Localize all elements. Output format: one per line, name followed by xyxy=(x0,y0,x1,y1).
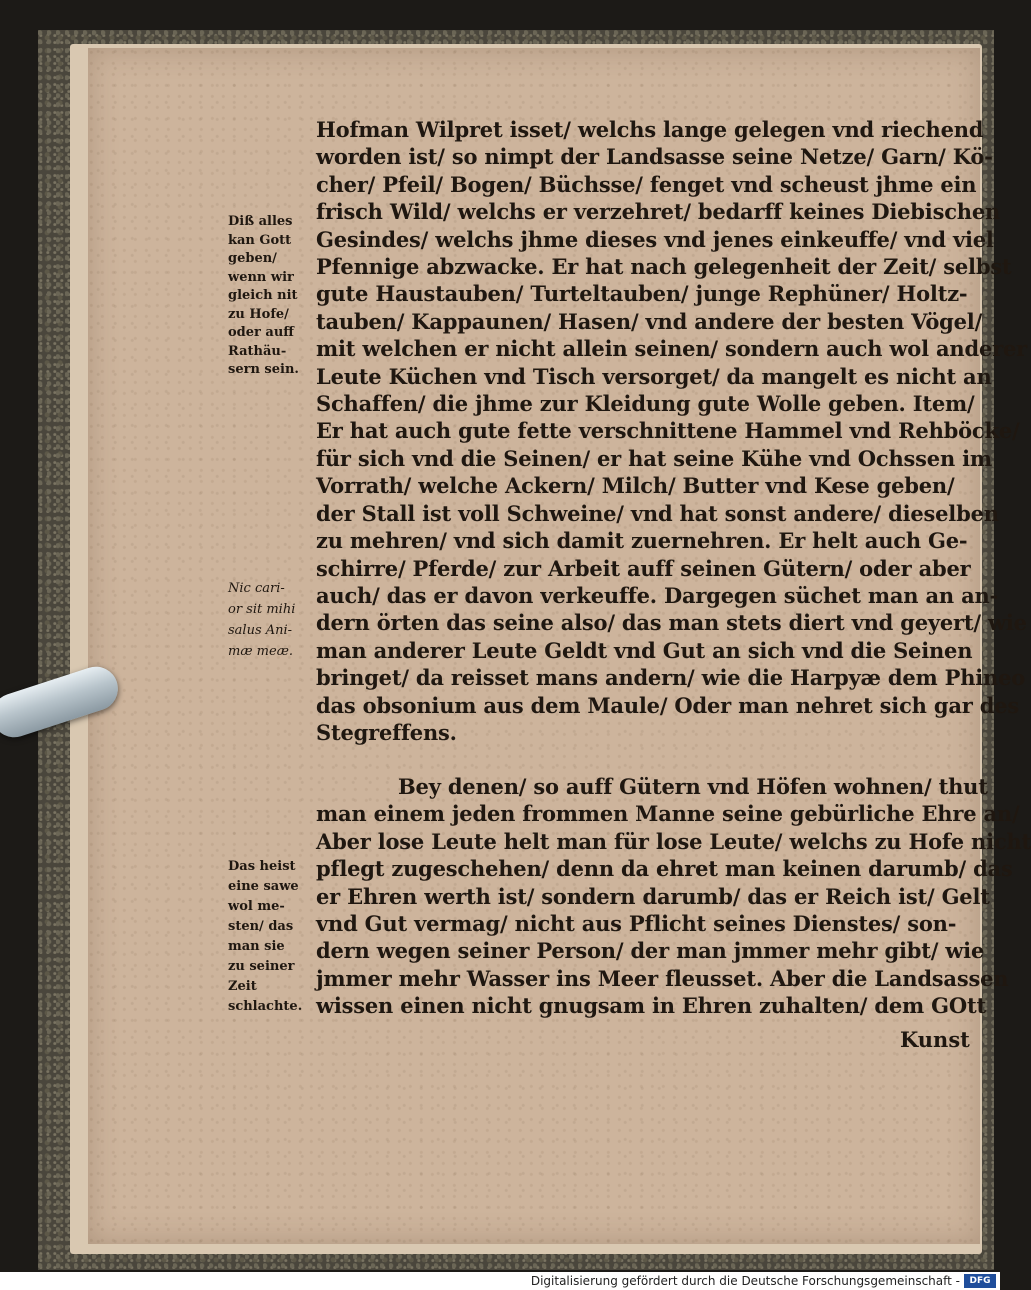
text-line: man einem jeden frommen Manne seine gebürliche Ehre an/ xyxy=(316,801,1020,827)
marginal-note-line: salus Ani- xyxy=(228,623,293,638)
marginal-note-1 xyxy=(228,213,299,380)
text-line: wissen einen nicht gnugsam in Ehren zuhalten/ dem GOtt xyxy=(316,993,986,1019)
marginal-note-line: sten/ das xyxy=(228,919,294,934)
marginal-note-line: zu seiner xyxy=(228,959,295,974)
marginal-note-line: zu Hofe/ xyxy=(228,306,289,322)
text-line: auch/ das er davon verkeuffe. Dargegen süchet man an an- xyxy=(316,582,999,608)
text-line: bringet/ da reisset mans andern/ wie die Harpyæ dem Phineo xyxy=(316,665,1026,691)
text-line: mit welchen er nicht allein seinen/ sondern auch wol anderer xyxy=(316,336,1027,362)
text-line: Er hat auch gute fette verschnittene Hammel vnd Rehböcke/ xyxy=(316,418,1020,444)
text-line: jmmer mehr Wasser ins Meer fleusset. Aber die Landsassen xyxy=(316,965,1009,991)
text-line: für sich vnd die Seinen/ er hat seine Kühe vnd Ochssen im xyxy=(316,445,992,471)
marginal-note-line: wenn wir xyxy=(228,269,294,285)
marginal-note-line: gleich nit xyxy=(228,288,298,303)
marginal-note-line: sern sein. xyxy=(228,362,299,377)
main-paragraph xyxy=(316,116,1027,746)
catchword: Kunst xyxy=(900,1027,970,1052)
text-line: dern örten das seine also/ das man stets diert vnd geyert/ wie xyxy=(316,610,1027,636)
marginal-note-line: schlachte. xyxy=(228,999,303,1014)
text-line: frisch Wild/ welchs er verzehret/ bedarff keines Diebischen xyxy=(316,199,1001,225)
marginal-note-line: Rathäu- xyxy=(228,343,287,359)
marginal-note-line: geben/ xyxy=(228,251,277,266)
text-line: Schaffen/ die jhme zur Kleidung gute Wolle geben. Item/ xyxy=(316,391,975,417)
marginal-note-line: Zeit xyxy=(228,979,257,994)
second-paragraph xyxy=(316,773,1031,1020)
text-line: Leute Küchen vnd Tisch versorget/ da mangelt es nicht an xyxy=(316,363,992,389)
text-line: cher/ Pfeil/ Bogen/ Büchsse/ fenget vnd scheust jhme ein xyxy=(316,171,977,197)
text-line: tauben/ Kappaunen/ Hasen/ vnd andere der besten Vögel/ xyxy=(316,308,983,334)
text-line: pflegt zugeschehen/ denn da ehret man keinen darumb/ das xyxy=(316,856,1013,882)
text-line: er Ehren werth ist/ sondern darumb/ das er Reich ist/ Gelt xyxy=(316,883,990,909)
text-line: zu mehren/ vnd sich damit zuernehren. Er helt auch Ge- xyxy=(316,528,968,554)
marginal-note-line: oder auff xyxy=(228,325,294,340)
text-line: worden ist/ so nimpt der Landsasse seine Netze/ Garn/ Kö- xyxy=(316,144,993,170)
text-line: Vorrath/ welche Ackern/ Milch/ Butter vnd Kese geben/ xyxy=(316,473,955,499)
marginal-note-3 xyxy=(228,857,302,1017)
text-line: dern wegen seiner Person/ der man jmmer mehr gibt/ wie xyxy=(316,938,985,964)
text-line: Aber lose Leute helt man für lose Leute/ welchs zu Hofe nicht xyxy=(316,828,1031,854)
marginal-note-line: man sie xyxy=(228,939,285,954)
text-line: das obsonium aus dem Maule/ Oder man nehret sich gar des xyxy=(316,692,1019,718)
text-line: Pfennige abzwacke. Er hat nach gelegenheit der Zeit/ selbst xyxy=(316,254,1012,280)
marginal-note-line: eine sawe xyxy=(228,879,299,894)
text-line: Stegreffens. xyxy=(316,719,457,745)
dfg-logo: DFG xyxy=(964,1274,996,1288)
marginal-note-line: mæ meæ. xyxy=(228,644,294,659)
text-line: Bey denen/ so auff Gütern vnd Höfen wohnen/ thut xyxy=(398,774,988,799)
text-line: Gesindes/ welchs jhme dieses vnd jenes einkeuffe/ vnd viel xyxy=(316,226,994,252)
footer-credit: Digitalisierung gefördert durch die Deutsche Forschungsgemeinschaft - xyxy=(530,1274,960,1288)
marginal-note-line: or sit mihi xyxy=(228,602,296,617)
marginal-note-line: kan Gott xyxy=(228,232,292,248)
marginal-note-line: Diß alles xyxy=(228,214,293,229)
marginal-note-line: wol me- xyxy=(228,899,285,914)
text-line: der Stall ist voll Schweine/ vnd hat sonst andere/ dieselben xyxy=(316,500,999,526)
marginal-note-line: Nic cari- xyxy=(228,581,285,596)
text-line: schirre/ Pferde/ zur Arbeit auff seinen Gütern/ oder aber xyxy=(316,555,971,581)
text-line: vnd Gut vermag/ nicht aus Pflicht seines Dienstes/ son- xyxy=(316,911,957,937)
marginal-note-2 xyxy=(228,578,295,662)
text-line: Hofman Wilpret isset/ welchs lange gelegen vnd riechend xyxy=(316,117,984,142)
marginal-note-line: Das heist xyxy=(228,859,296,874)
text-line: gute Haustauben/ Turteltauben/ junge Rephüner/ Holtz- xyxy=(316,281,968,307)
text-line: man anderer Leute Geldt vnd Gut an sich vnd die Seinen xyxy=(316,637,973,663)
